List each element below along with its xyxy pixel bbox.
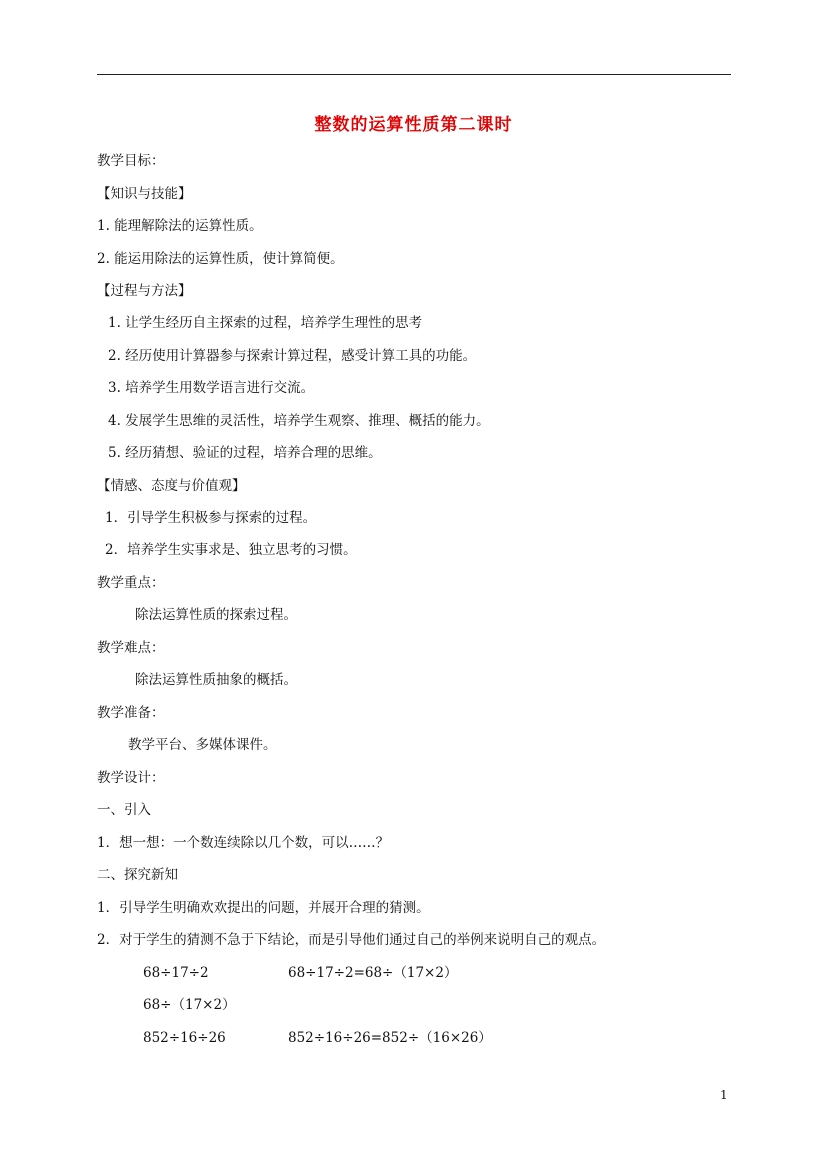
- text-line: 68÷17÷2: [143, 965, 209, 981]
- text-line: 教学平台、多媒体课件。: [128, 737, 277, 753]
- text-line: 2. 经历使用计算器参与探索计算过程，感受计算工具的功能。: [108, 348, 477, 364]
- text-line: 教学设计：: [97, 770, 165, 786]
- text-line: 852÷16÷26: [143, 1030, 226, 1046]
- text-line: 教学难点：: [97, 640, 165, 656]
- text-line: 【知识与技能】: [97, 186, 192, 202]
- text-line: 教学重点：: [97, 575, 165, 591]
- text-line: 1．引导学生明确欢欢提出的问题，并展开合理的猜测。: [97, 900, 430, 916]
- text-line: 1．引导学生积极参与探索的过程。: [105, 510, 317, 526]
- header-rule: [97, 74, 731, 75]
- text-line: 除法运算性质的探索过程。: [135, 607, 297, 623]
- text-line: 4. 发展学生思维的灵活性，培养学生观察、推理、概括的能力。: [108, 413, 490, 429]
- text-line: 5. 经历猜想、验证的过程，培养合理的思维。: [108, 445, 382, 461]
- text-line: 教学目标：: [97, 153, 165, 169]
- text-line: 二、探究新知: [97, 867, 178, 883]
- text-line: 2. 能运用除法的运算性质，使计算简便。: [97, 251, 344, 267]
- text-line: 68÷（17×2）: [143, 997, 236, 1013]
- text-line: 除法运算性质抽象的概括。: [135, 672, 297, 688]
- text-line: 1. 能理解除法的运算性质。: [97, 218, 263, 234]
- page-number: 1: [720, 1088, 728, 1102]
- text-line: 2．对于学生的猜测不急于下结论，而是引导他们通过自己的举例来说明自己的观点。: [97, 932, 606, 948]
- text-line: 852÷16÷26=852÷（16×26）: [288, 1030, 492, 1046]
- text-line: 3. 培养学生用数学语言进行交流。: [108, 380, 315, 396]
- text-line: 【过程与方法】: [97, 283, 192, 299]
- text-line: 1．想一想：一个数连续除以几个数，可以……？: [97, 835, 390, 851]
- text-line: 2．培养学生实事求是、独立思考的习惯。: [105, 542, 357, 558]
- text-line: 一、引入: [97, 802, 151, 818]
- text-line: 1. 让学生经历自主探索的过程，培养学生理性的思考: [108, 315, 423, 331]
- document-title: 整数的运算性质第二课时: [314, 115, 513, 135]
- text-line: 【情感、态度与价值观】: [97, 478, 246, 494]
- text-line: 68÷17÷2=68÷（17×2）: [288, 965, 458, 981]
- text-line: 教学准备：: [97, 705, 165, 721]
